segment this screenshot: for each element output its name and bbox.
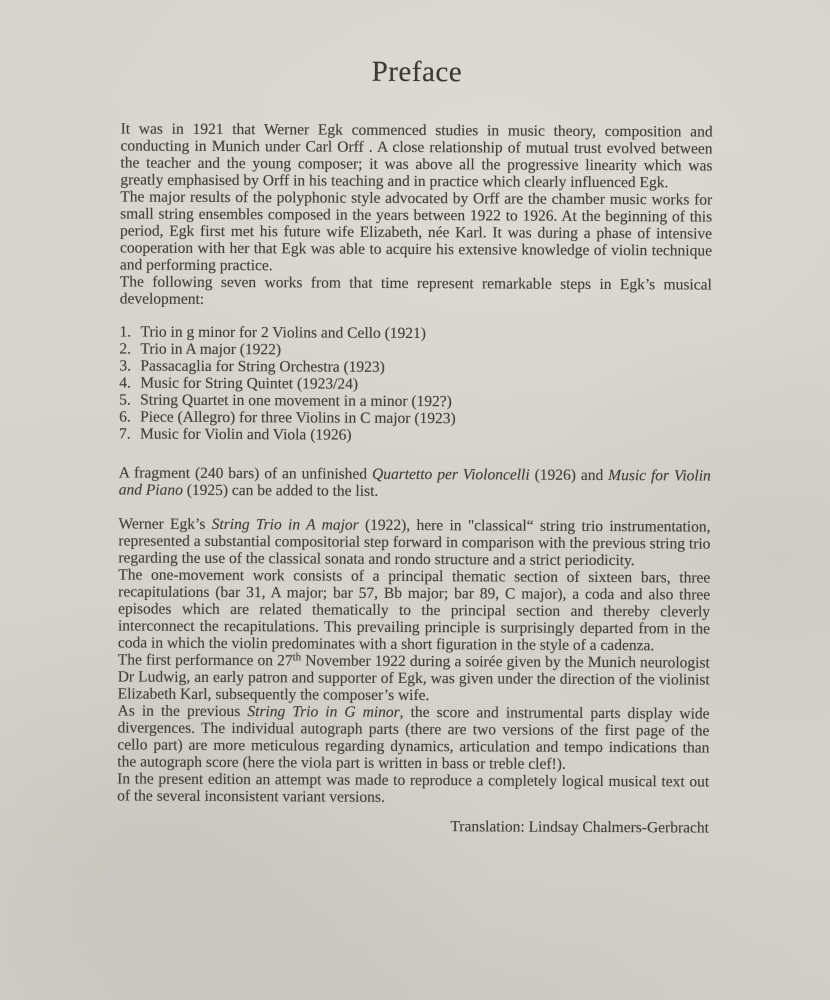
paragraph-one-movement-work: The one-movement work consists of a principal thematic section of sixteen bars, three recapitulations (bar 31, A major; bar 57, Bb major; bar 89, C major), a coda and also three episodes which are related thematically to the principal section and thereby cleverly interconnect the recapitulations. This prevailing principle is surprisingly departed from in the coda in which the violin predominates with a short figuration in the style of a cadenza. — [117, 566, 711, 655]
page-content — [117, 53, 713, 852]
list-item-number: 3. — [119, 357, 132, 375]
paragraph-text: As in the previous — [117, 702, 248, 721]
list-item-number: 2. — [119, 340, 132, 358]
list-item-text: Passacaglia for String Orchestra (1923) — [140, 357, 385, 376]
paragraph-fragment — [119, 464, 711, 501]
paragraph-text: The first performance on 27 — [117, 651, 293, 670]
list-item — [119, 425, 711, 445]
works-list — [119, 323, 712, 445]
list-item-number: 7. — [118, 425, 131, 443]
paragraph-polyphonic-results: The major results of the polyphonic style advocated by Orff are the chamber music works for small string ensembles composed in the years between 1922 to 1926. At the beginning of this period, Egk first met his future wife Elizabeth, née Karl. It was during a phase of intensive cooperation with her that Egk was able to acquire his extensive knowledge of violin technique and performing practice. — [119, 188, 713, 275]
paragraph-seven-works-intro: The following seven works from that time represent remarkable steps in Egk’s musical development: — [119, 273, 712, 308]
translation-credit: Translation: Lindsay Chalmers-Gerbracht — [450, 818, 710, 837]
list-item-text: Trio in A major (1922) — [140, 340, 282, 359]
paragraph-text: , the score and instrumental parts display wide divergences. The individual autograph parts (there are two versions of the first page of the cello part) are more meticulous regarding dynamics, articulation and tempo indications than the autograph score (here the viola part is written in bass or treble clef!). — [117, 703, 710, 773]
paragraph-fragment-text: A fragment (240 bars) of an unfinished — [118, 464, 373, 483]
paragraph-orff-studies: It was in 1921 that Werner Egk commenced studies in music theory, composition and conducting in Munich under Carl Orff . A close relationship of mutual trust evolved between the teacher and the young composer; it was above all the progressive linearity which was greatly emphasised by Orff in his teaching and in practice which clearly influenced Egk. — [120, 120, 713, 192]
list-item-text: String Quartet in one movement in a minor (192?) — [140, 391, 452, 411]
list-item-number: 6. — [119, 408, 131, 426]
paragraph-fragment-text: (1926) and — [529, 466, 609, 485]
paragraph-text: (1922), here in "classical“ string trio instrumentation, represented a substantial compositorial step forward in comparison with the previous string trio regarding the use of the classical sonata and rondo structure and a strict periodicity. — [118, 516, 711, 570]
work-title-string-trio-g-minor: String Trio in G minor — [247, 703, 400, 721]
paragraph-present-edition: In the present edition an attempt was made to reproduce a completely logical musical text out of the several inconsistent variant versions. — [117, 770, 710, 806]
paragraph-text: Werner Egk’s — [118, 515, 212, 533]
list-item-number: 5. — [119, 391, 131, 409]
list-item-number: 4. — [119, 374, 131, 392]
paragraph-first-performance — [118, 651, 710, 705]
list-item-number: 1. — [119, 323, 132, 341]
paragraph-fragment-text: (1925) can be added to the list. — [182, 481, 379, 500]
list-item-text: Music for String Quintet (1923/24) — [140, 374, 359, 393]
ordinal-suffix: th — [292, 651, 302, 664]
paragraph-string-trio-a-major — [118, 515, 710, 569]
paragraph-text: November 1922 during a soirée given by the Munich neurologist Dr Ludwig, an early patron and supporter of Egk, was given under the direction of the violinist Elizabeth Karl, subsequently the composer’s wife. — [117, 652, 710, 705]
work-title-music-violin-piano: Music for Violin and Piano — [118, 467, 711, 499]
page-title: Preface — [371, 55, 463, 89]
paragraph-score-divergences — [117, 702, 709, 773]
list-item-text: Music for Violin and Viola (1926) — [139, 425, 352, 444]
work-title-quartetto: Quartetto per Violoncelli — [371, 465, 530, 484]
list-item-text: Trio in g minor for 2 Violins and Cello (1921) — [140, 323, 426, 343]
list-item-text: Piece (Allegro) for three Violins in C major (1923) — [140, 408, 456, 428]
work-title-string-trio-a-major: String Trio in A major — [211, 515, 359, 534]
